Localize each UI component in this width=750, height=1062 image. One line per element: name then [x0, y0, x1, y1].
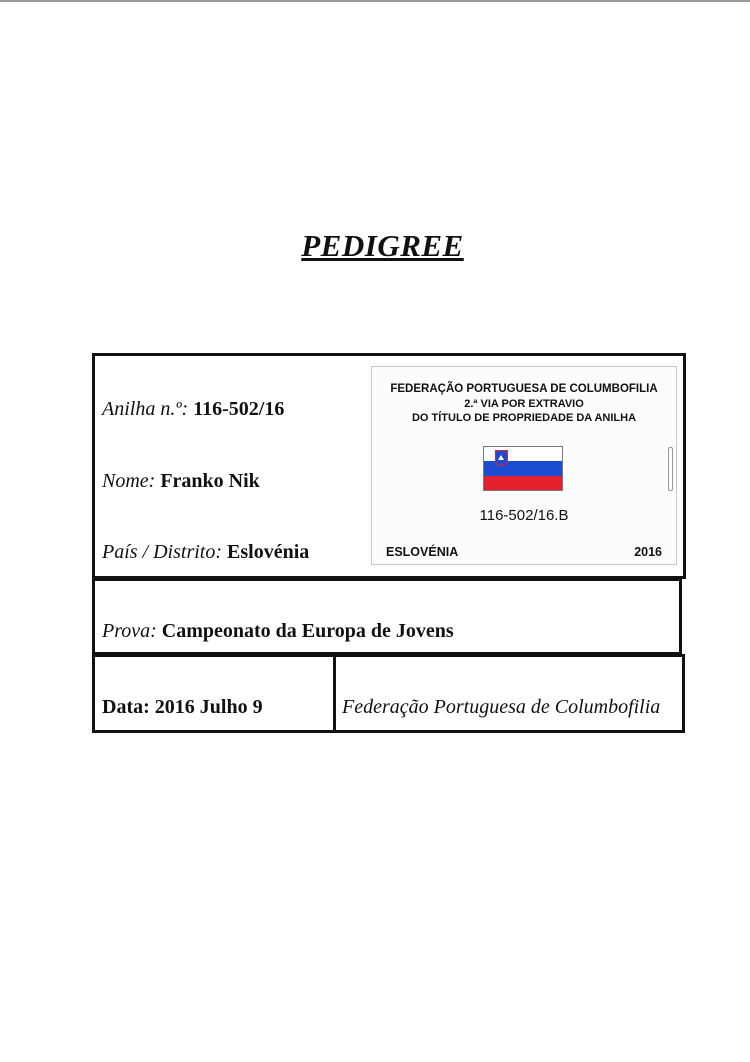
slovenia-flag-icon	[483, 446, 563, 491]
card-edge-mark	[668, 447, 673, 491]
name-field	[102, 470, 260, 493]
certificate-title: DO TÍTULO DE PROPRIEDADE DA ANILHA	[411, 412, 637, 424]
federation-name: Federação Portuguesa de Columbofilia	[342, 696, 661, 718]
certificate-country: ESLOVÉNIA	[386, 545, 459, 559]
date-value: Data: 2016 Julho 9	[102, 696, 263, 718]
date-box	[92, 654, 336, 733]
page-title: PEDIGREE	[301, 228, 464, 263]
coat-of-arms-icon	[495, 450, 508, 466]
ownership-certificate	[371, 366, 677, 565]
ring-number-label: Anilha n.º:	[102, 398, 189, 420]
country-label: País / Distrito:	[102, 541, 223, 563]
certificate-issuer: FEDERAÇÃO PORTUGUESA DE COLUMBOFILIA	[390, 383, 658, 395]
scan-top-edge	[0, 0, 750, 2]
certificate-ring-number: 116-502/16.B	[479, 507, 569, 524]
ring-number-value: 116-502/16	[193, 398, 285, 420]
certificate-duplicate-note: 2.ª VIA POR EXTRAVIO	[464, 398, 584, 410]
name-label: Nome:	[102, 470, 156, 492]
race-box	[92, 578, 682, 655]
race-label: Prova:	[102, 620, 157, 642]
identity-box	[92, 353, 686, 579]
race-value: Campeonato da Europa de Jovens	[161, 620, 454, 642]
country-field	[102, 541, 309, 564]
race-field	[102, 620, 454, 643]
certificate-year: 2016	[634, 545, 662, 559]
ring-number-field	[102, 398, 284, 421]
country-value: Eslovénia	[227, 541, 310, 563]
federation-box	[333, 654, 685, 733]
name-value: Franko Nik	[160, 470, 260, 492]
